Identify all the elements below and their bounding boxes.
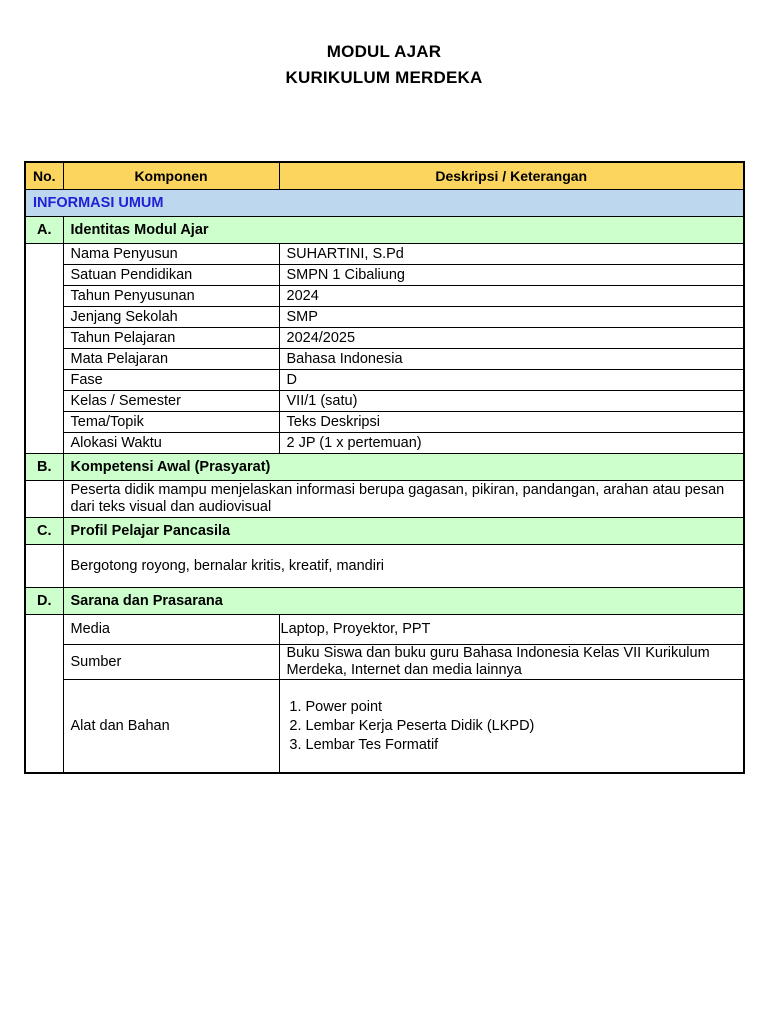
media-label: Media [63, 615, 279, 645]
row-value: SUHARTINI, S.Pd [279, 244, 744, 265]
section-c-content-row [25, 545, 744, 588]
section-b-text: Peserta didik mampu menjelaskan informasi berupa gagasan, pikiran, pandangan, arahan atau pesan dari teks visual dan audiovisual [63, 481, 744, 518]
section-d-spacer [25, 615, 63, 774]
section-a-letter: A. [25, 217, 63, 244]
table-row [25, 433, 744, 454]
row-label: Nama Penyusun [63, 244, 279, 265]
table-row [25, 615, 744, 645]
informasi-umum-heading: INFORMASI UMUM [25, 190, 744, 217]
row-value: 2024/2025 [279, 328, 744, 349]
row-value: VII/1 (satu) [279, 391, 744, 412]
table-row [25, 645, 744, 680]
row-value: Bahasa Indonesia [279, 349, 744, 370]
list-item: 2. Lembar Kerja Peserta Didik (LKPD) [306, 717, 737, 736]
row-value: SMPN 1 Cibaliung [279, 265, 744, 286]
section-b-title: Kompetensi Awal (Prasyarat) [63, 454, 744, 481]
section-c-text: Bergotong royong, bernalar kritis, kreatif, mandiri [63, 545, 744, 588]
section-b-letter: B. [25, 454, 63, 481]
table-row [25, 680, 744, 774]
modul-table [24, 161, 745, 774]
row-label: Tahun Penyusunan [63, 286, 279, 307]
row-label: Alokasi Waktu [63, 433, 279, 454]
table-header-row [25, 162, 744, 190]
table-row [25, 307, 744, 328]
section-d-row [25, 588, 744, 615]
media-value: Laptop, Proyektor, PPT [279, 615, 744, 645]
section-b-spacer [25, 481, 63, 518]
row-value: SMP [279, 307, 744, 328]
table-row [25, 265, 744, 286]
document-title: MODUL AJAR [326, 42, 442, 61]
alat-label: Alat dan Bahan [63, 680, 279, 774]
row-label: Tahun Pelajaran [63, 328, 279, 349]
section-c-letter: C. [25, 518, 63, 545]
list-item: 1. Power point [306, 698, 737, 717]
row-label: Jenjang Sekolah [63, 307, 279, 328]
section-d-letter: D. [25, 588, 63, 615]
row-value: D [279, 370, 744, 391]
document-subtitle: KURIKULUM MERDEKA [285, 68, 483, 87]
sumber-label: Sumber [63, 645, 279, 680]
table-row [25, 370, 744, 391]
table-row [25, 328, 744, 349]
row-value: 2024 [279, 286, 744, 307]
table-row [25, 349, 744, 370]
table-row [25, 244, 744, 265]
list-item: 3. Lembar Tes Formatif [306, 736, 737, 755]
row-value: 2 JP (1 x pertemuan) [279, 433, 744, 454]
row-label: Mata Pelajaran [63, 349, 279, 370]
section-a-title: Identitas Modul Ajar [63, 217, 744, 244]
table-row [25, 391, 744, 412]
section-d-title: Sarana dan Prasarana [63, 588, 744, 615]
section-b-content-row [25, 481, 744, 518]
row-label: Fase [63, 370, 279, 391]
table-row [25, 286, 744, 307]
header-no: No. [25, 162, 63, 190]
alat-list [287, 698, 737, 755]
row-value: Teks Deskripsi [279, 412, 744, 433]
section-c-title: Profil Pelajar Pancasila [63, 518, 744, 545]
header-komponen: Komponen [63, 162, 279, 190]
informasi-umum-row [25, 190, 744, 217]
row-label: Kelas / Semester [63, 391, 279, 412]
section-b-row [25, 454, 744, 481]
alat-value [279, 680, 744, 774]
section-a-spacer [25, 244, 63, 454]
section-c-spacer [25, 545, 63, 588]
section-a-row [25, 217, 744, 244]
sumber-value: Buku Siswa dan buku guru Bahasa Indonesia Kelas VII Kurikulum Merdeka, Internet dan media lainnya [279, 645, 744, 680]
row-label: Satuan Pendidikan [63, 265, 279, 286]
row-label: Tema/Topik [63, 412, 279, 433]
table-row [25, 412, 744, 433]
header-deskripsi: Deskripsi / Keterangan [279, 162, 744, 190]
section-c-row [25, 518, 744, 545]
